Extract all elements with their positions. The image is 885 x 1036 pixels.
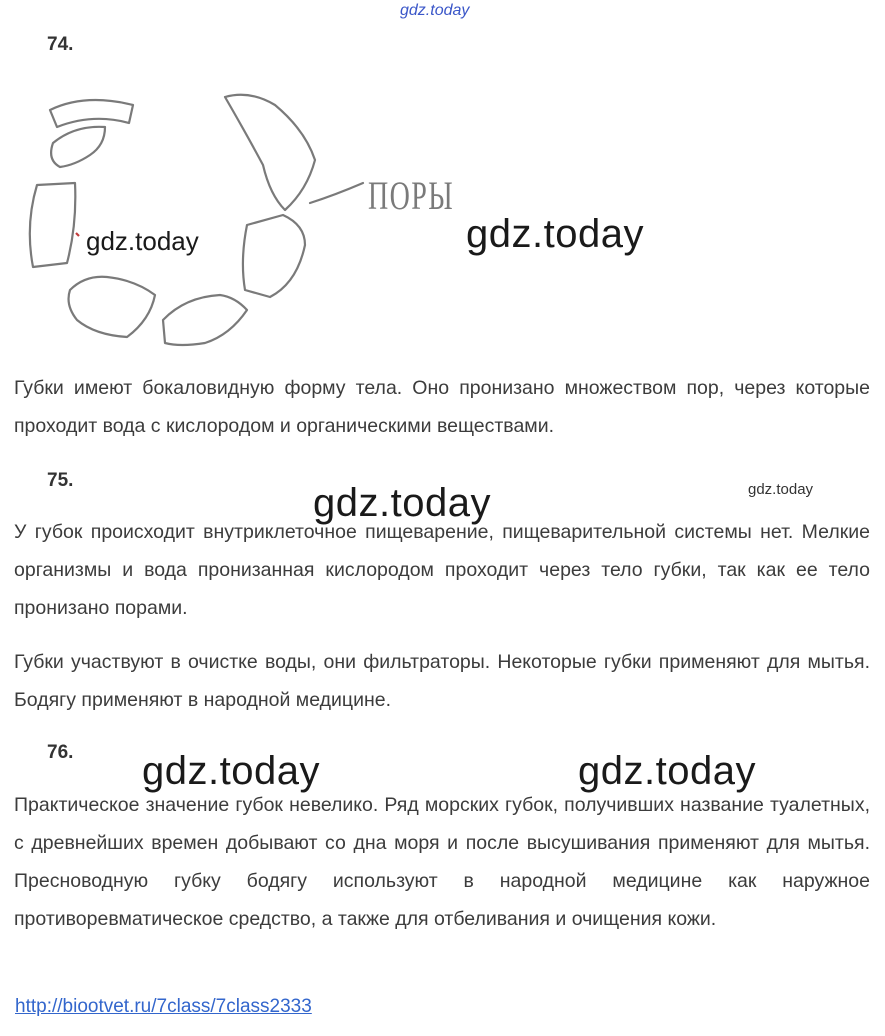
watermark-figure-left: gdz.today xyxy=(86,226,199,256)
red-dot-mark xyxy=(76,233,79,236)
paragraph-75-1: У губок происходит внутриклеточное пищеварение, пищеварительной системы нет. Мелкие организмы и вода пронизанная кислородом проходит через тело губки, так как ее тело пронизано порами. xyxy=(14,521,870,619)
pores-label: ПОРЫ xyxy=(368,173,455,218)
watermark-75-right: gdz.today xyxy=(748,481,814,498)
task-number-74: 74. xyxy=(47,34,74,55)
watermark-76-right: gdz.today xyxy=(578,749,756,793)
watermark-75-center: gdz.today xyxy=(313,481,491,525)
watermark-figure-right: gdz.today xyxy=(466,212,644,256)
paragraph-75-2: Губки участвуют в очистке воды, они фильтраторы. Некоторые губки применяют для мытья. Бодягу применяют в народной медицине. xyxy=(14,651,870,711)
watermark-76-left: gdz.today xyxy=(142,749,320,793)
sponge-drawing xyxy=(15,85,485,355)
paragraph-74-1: Губки имеют бокаловидную форму тела. Оно пронизано множеством пор, через которые проходит вода с кислородом и органическими веществами. xyxy=(14,377,870,437)
task-number-75: 75. xyxy=(47,470,74,491)
source-link[interactable]: http://biootvet.ru/7class/7class2333 xyxy=(15,996,312,1017)
watermark-top: gdz.today xyxy=(400,2,470,19)
task-number-76: 76. xyxy=(47,742,74,763)
paragraph-76-1: Практическое значение губок невелико. Ряд морских губок, получивших название туалетных, с древнейших времен добывают со дна моря и после высушивания применяют для мытья. Пресноводную губку бодягу используют в народной медицине как наружное противоревматическое средство, а также для отбеливания и очищения кожи. xyxy=(14,794,870,930)
